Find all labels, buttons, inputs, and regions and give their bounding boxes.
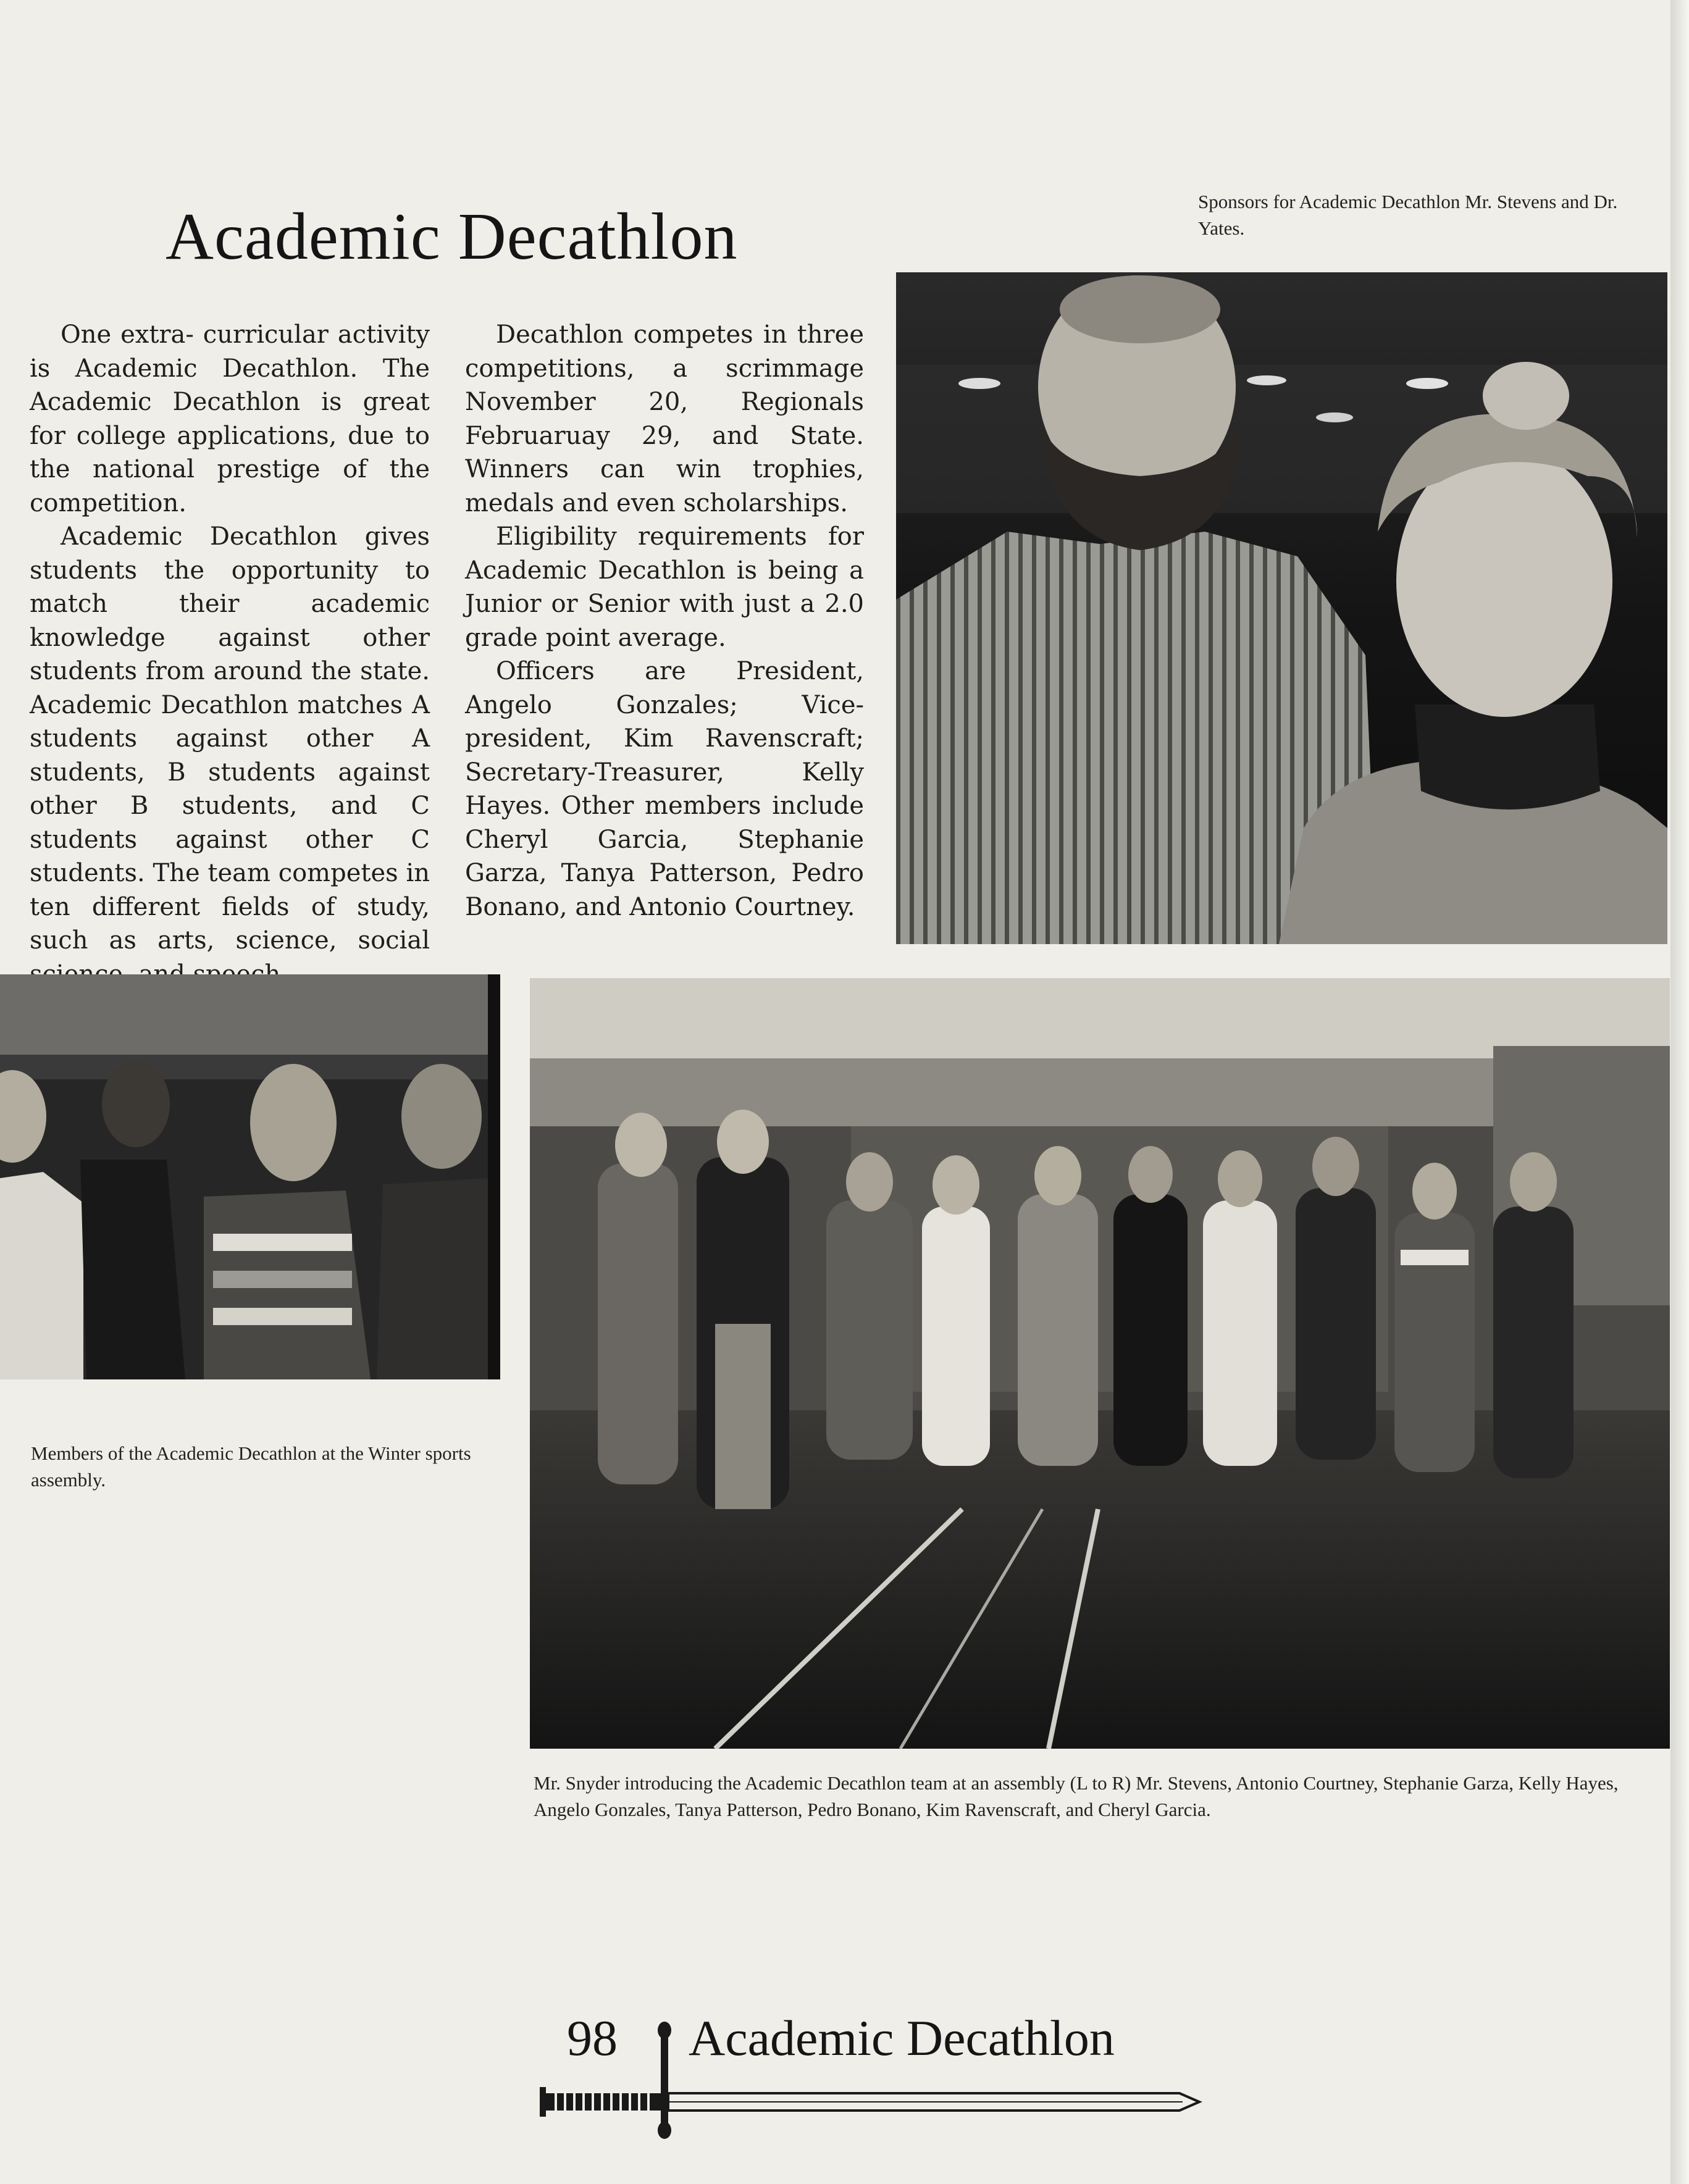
photo-team [530,978,1670,1749]
page-footer [537,2007,1204,2143]
body-paragraph: Eligibility requirements for Academic Decathlon is being a Junior or Senior with just a 2.0 grade point average. [465,522,864,652]
caption-sponsors: Sponsors for Academic Decathlon Mr. Stevens and Dr. Yates. [1198,191,1618,239]
body-paragraph: One extra- curricular activity is Academic Decathlon. The Academic Decathlon is great for college applications, due to the national prestige of the competition. [30,320,430,517]
body-paragraph: Decathlon competes in three competitions, a scrimmage November 20, Regionals Februaruay 29, and State. Winners can win trophies, medals and even scholarships. [465,320,864,517]
photo-members [0,974,500,1379]
caption-team: Mr. Snyder introducing the Academic Decathlon team at an assembly (L to R) Mr. Stevens, Antonio Courtney, Stephanie Garza, Kelly Hayes, Angelo Gonzales, Tanya Patterson, Pedro Bonano, Kim Ravenscraft, and Cheryl Garcia. [534,1772,1619,1820]
body-column-left [30,318,430,991]
page-edge [1670,0,1689,2184]
body-paragraph: Academic Decathlon gives students the opportunity to match their academic knowledge against other students from around the state. Academic Decathlon matches A students against other A students, B students against other B students, and C students against other C students. The team competes in ten different fields of study, such as arts, science, social [30,522,430,955]
photo-sponsors [896,272,1667,944]
page-number: 98 [567,2010,618,2066]
caption-members: Members of the Academic Decathlon at the Winter sports assembly. [31,1442,471,1491]
body-column-right [465,318,864,924]
body-paragraph: Officers are President, Angelo Gonzales; Vice-president, Kim Ravenscraft; Secretary-Treasurer, Kelly Hayes. Other members include Cheryl Garcia, Stephanie Garza, Tanya Patterson, Pedro Bonano, and Antonio Courtney. [465,657,864,921]
footer-section-title: Academic Decathlon [689,2010,1115,2066]
page-title: Academic Decathlon [166,200,738,274]
